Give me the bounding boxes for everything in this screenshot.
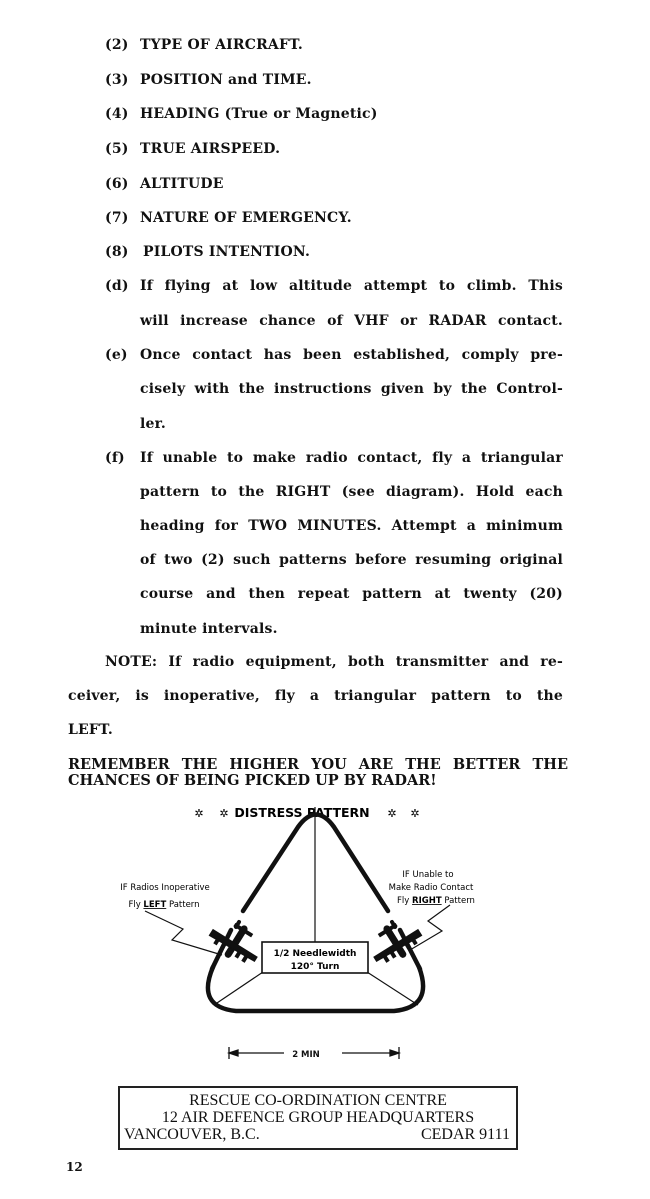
- paragraph-line: cisely with the instructions given by the Control-: [140, 381, 563, 397]
- page-number: 12: [66, 1160, 83, 1174]
- star-icon: ✲: [219, 807, 229, 820]
- star-icon: ✲: [194, 807, 204, 820]
- right-label-line: IF Unable to: [402, 870, 454, 880]
- center-box-line: 120° Turn: [290, 962, 340, 972]
- paragraph-label: (e): [105, 347, 128, 363]
- list-item-number: (3): [105, 72, 129, 88]
- paragraph-line: If flying at low altitude attempt to climb. This: [140, 278, 563, 294]
- right-label-line: Fly RIGHT Pattern: [397, 896, 475, 906]
- contact-org-name: RESCUE CO-ORDINATION CENTRE: [189, 1092, 447, 1109]
- center-box-line: 1/2 Needlewidth: [273, 949, 357, 959]
- remember-line: REMEMBER THE HIGHER YOU ARE THE BETTER THE: [68, 756, 568, 773]
- list-item-text: TRUE AIRSPEED.: [140, 141, 281, 157]
- note-line: NOTE: If radio equipment, both transmitter and re-: [105, 654, 563, 670]
- paragraph-line: minute intervals.: [140, 621, 278, 637]
- paragraph-line: course and then repeat pattern at twenty (20): [140, 586, 563, 602]
- list-item-text: ALTITUDE: [140, 176, 224, 192]
- left-label-line: IF Radios Inoperative: [120, 883, 210, 893]
- list-item-text: NATURE OF EMERGENCY.: [140, 210, 352, 226]
- list-item-text: POSITION and TIME.: [140, 72, 312, 88]
- left-label-line: Fly LEFT Pattern: [128, 900, 200, 910]
- list-item-number: (2): [105, 37, 129, 53]
- list-item-text: PILOTS INTENTION.: [143, 244, 311, 260]
- paragraph-line: If unable to make radio contact, fly a triangular: [140, 450, 563, 466]
- remember-line: CHANCES OF BEING PICKED UP BY RADAR!: [68, 772, 437, 789]
- paragraph-line: Once contact has been established, comply pre-: [140, 347, 563, 363]
- list-item-number: (4): [105, 106, 129, 122]
- duration-dimension: [229, 1047, 399, 1060]
- right-pattern-label: [389, 870, 475, 950]
- list-item-number: (7): [105, 210, 129, 226]
- contact-info-box: [118, 1086, 518, 1150]
- distress-pattern-diagram: [0, 795, 650, 1085]
- paragraph-line: pattern to the RIGHT (see diagram). Hold each: [140, 484, 563, 500]
- center-turn-box: [262, 942, 368, 973]
- list-item-text: HEADING (True or Magnetic): [140, 106, 378, 122]
- star-icon: ✲: [410, 807, 420, 820]
- paragraph-line: heading for TWO MINUTES. Attempt a minimum: [140, 518, 563, 534]
- contact-hq-name: 12 AIR DEFENCE GROUP HEADQUARTERS: [161, 1109, 475, 1126]
- list-item-text: TYPE OF AIRCRAFT.: [140, 37, 304, 53]
- note-line: LEFT.: [68, 722, 113, 738]
- diagram-title-text: DISTRESS PATTERN: [234, 805, 370, 820]
- left-pattern-label: [120, 883, 222, 955]
- contact-phone: CEDAR 9111: [420, 1126, 510, 1143]
- list-item-number: (8): [105, 244, 129, 260]
- contact-location: VANCOUVER, B.C.: [124, 1126, 260, 1143]
- remember-heading: [68, 757, 568, 789]
- paragraph-label: (d): [105, 278, 129, 294]
- star-icon: ✲: [387, 807, 397, 820]
- duration-label: 2 MIN: [292, 1050, 320, 1060]
- list-item-number: (6): [105, 176, 129, 192]
- paragraph-line: ler.: [140, 416, 166, 432]
- right-label-line: Make Radio Contact: [388, 883, 474, 893]
- paragraph-line: of two (2) such patterns before resuming original: [140, 552, 563, 568]
- paragraph-label: (f): [105, 450, 125, 466]
- list-item-number: (5): [105, 141, 129, 157]
- note-line: ceiver, is inoperative, fly a triangular pattern to the: [68, 688, 563, 704]
- paragraph-line: will increase chance of VHF or RADAR contact.: [140, 313, 563, 329]
